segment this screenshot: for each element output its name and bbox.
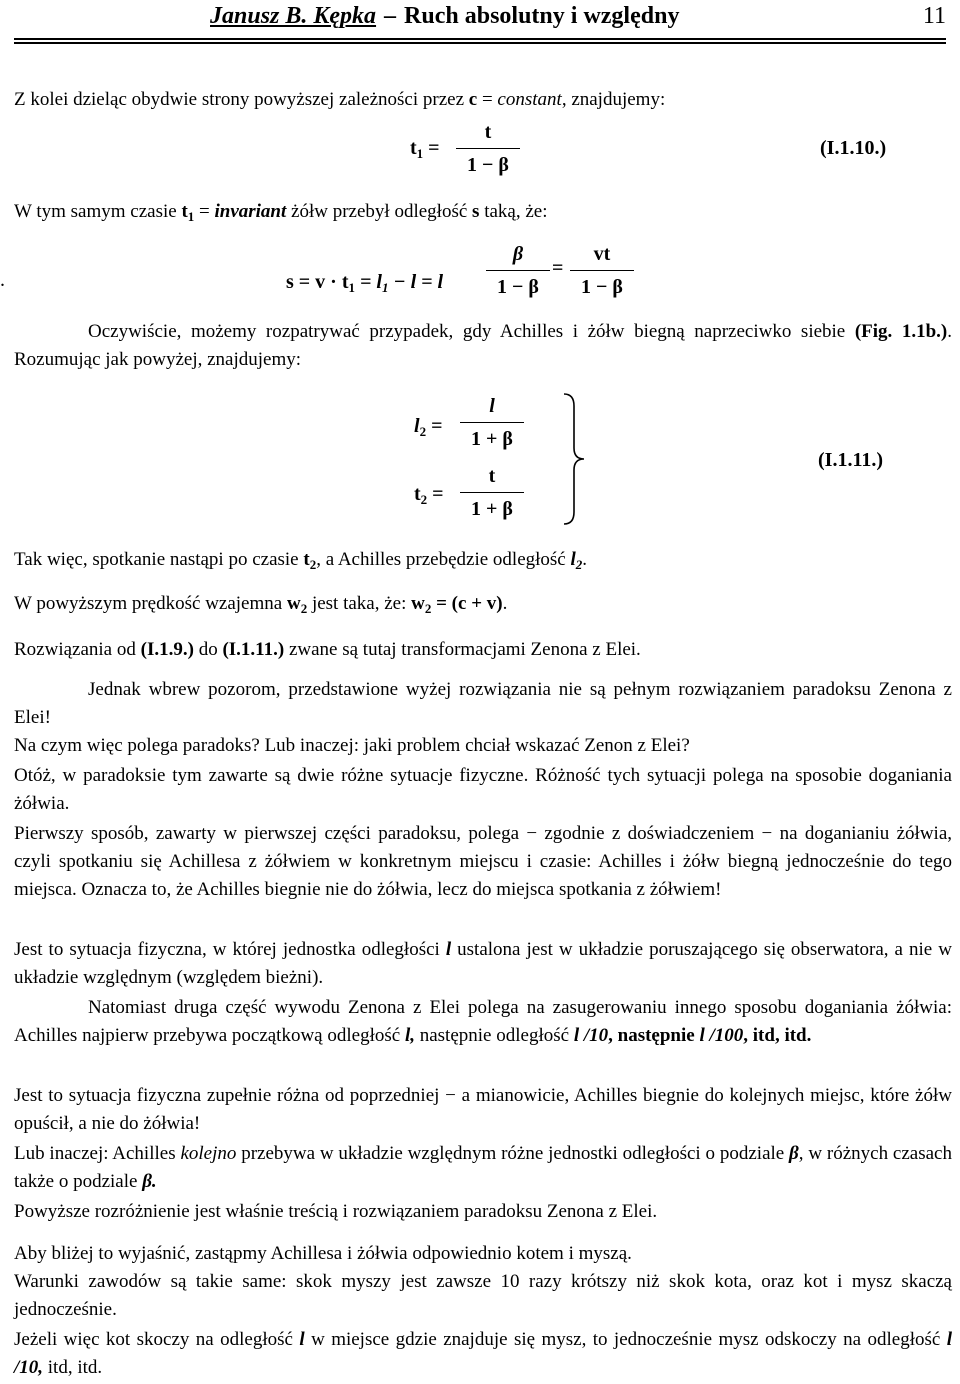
eq-l2 (414, 412, 442, 440)
text: . (502, 593, 508, 614)
paragraph-however: Jednak wbrew pozorom, przedstawione wyżej rozwiązania nie są pełnym rozwiązaniem paradoksu Zenona z Elei! (14, 679, 952, 728)
eq-w2 (411, 593, 502, 614)
paragraph-distinction: Powyższe rozróżnienie jest właśnie treścią i rozwiązaniem paradoksu Zenona z Elei. (14, 1201, 658, 1222)
subscript: 2 (575, 557, 583, 572)
header-rule (14, 38, 946, 44)
denominator: 1 + β (471, 498, 513, 520)
text: , itd, itd. (743, 1025, 812, 1046)
equals-sign: = (428, 137, 440, 159)
paragraph-unit-fixed (14, 936, 952, 992)
paragraph-second-method (14, 994, 952, 1050)
eq-fraction-l (460, 392, 524, 453)
subscript: 1 (416, 146, 424, 161)
text: następnie odległość (414, 1025, 574, 1046)
text: Z kolei dzieląc obydwie strony powyższej zależności przez (14, 89, 469, 110)
equation-label: (I.1.10.) (820, 137, 887, 159)
numerator: t (488, 465, 496, 487)
denominator: 1 − β (497, 276, 539, 298)
page-header (0, 0, 960, 44)
math-c: c (468, 89, 478, 110)
var-beta: β (789, 1143, 799, 1164)
mid-text: = l (360, 271, 382, 293)
equals-sign: = (431, 415, 443, 437)
var: t (303, 549, 310, 570)
term-constant: constant (497, 89, 562, 110)
fraction-bar (456, 148, 520, 149)
var-t: t (410, 137, 417, 159)
term-invariant: invariant (214, 201, 287, 222)
page-number: 11 (922, 3, 946, 29)
var-w2 (287, 593, 307, 614)
paragraph-invariant (14, 198, 952, 226)
paragraph-opposite (14, 318, 952, 374)
text: W tym samym czasie (14, 201, 182, 222)
math-l-10: l /10, (14, 1329, 952, 1378)
text: jest taka, że: (307, 593, 412, 614)
paragraph-first-method: Pierwszy sposób, zawarty w pierwszej części paradoksu, polega − zgodnie z doświadczeniem − na doganianiu żółwia, czyli spotkaniu się Achillesa z żółwiem w konkretnym miejscu i czasie: Achilles i żółw biegną jednocześnie do tego miejsca. Oznacza to, że Achilles biegnie nie do żółwia, lecz do miejsca spotkania z żółwiem! (14, 823, 952, 900)
text: Rozwiązania od (14, 639, 141, 660)
term-kolejno: kolejno (180, 1143, 237, 1164)
text: , znajdujemy: (561, 89, 666, 110)
text: , w różnych czasach także o podziale (14, 1143, 952, 1192)
var: l (570, 549, 576, 570)
eq-fraction (456, 118, 520, 179)
var: w (411, 593, 425, 614)
equals-sign: = (432, 483, 444, 505)
equals-sign: = (552, 257, 564, 279)
subscript: 2 (309, 557, 317, 572)
var-beta: β. (142, 1171, 157, 1192)
text: Tak więc, spotkanie nastąpi po czasie (14, 549, 304, 570)
var-l: l (445, 939, 452, 960)
paragraph-two-situations: Otóż, w paradoksie tym zawarte są dwie różne sytuacje fizyczne. Różność tych sytuacji polega na sposobie doganiania żółwia. (14, 765, 952, 814)
paragraph-meeting (14, 546, 952, 574)
denominator: 1 − β (581, 276, 623, 298)
text: itd, itd. (43, 1357, 103, 1378)
paragraph-cat-mouse: Aby bliżej to wyjaśnić, zastąpmy Achillesa i żółwia odpowiednio kotem i myszą. (14, 1243, 632, 1264)
paragraph-relative-speed (14, 590, 952, 618)
subscript: 2 (300, 601, 308, 616)
eq-fraction-vt (570, 240, 634, 301)
eq-ref: (I.1.11.) (222, 639, 285, 660)
right-brace-icon (560, 392, 590, 526)
var-l2 (571, 549, 583, 570)
text: = (477, 89, 498, 110)
paragraph-cat-jumps (14, 1326, 952, 1382)
text: Oczywiście, możemy rozpatrywać przypadek, gdy Achilles i żółw biegną naprzeciwko siebie (88, 321, 855, 342)
text: Jest to sytuacja fizyczna, w której jednostka odległości (14, 939, 446, 960)
mid2: − l = l (393, 271, 444, 293)
text: , a Achilles przebędzie odległość (316, 549, 571, 570)
fraction-bar (460, 492, 524, 493)
title-dash: – (384, 3, 397, 29)
paragraph-successively (14, 1140, 952, 1196)
text: zwane są tutaj transformacjami Zenona z Elei. (284, 639, 641, 660)
chapter-title: Ruch absolutny i względny (404, 3, 680, 29)
paragraph-question: Na czym więc polega paradoks? Lub inaczej: jaki problem chciał wskazać Zenon z Elei? (14, 735, 690, 756)
var-l: l (414, 415, 420, 437)
subscript: 2 (420, 492, 428, 507)
fraction-bar (486, 270, 550, 271)
eq-ref: (I.1.9.) (140, 639, 194, 660)
subscript: 2 (424, 601, 432, 616)
text: . Rozumując jak powyżej, znajdujemy: (14, 321, 952, 370)
paragraph-conditions: Warunki zawodów są takie same: skok myszy jest zawsze 10 razy krótszy niż skok kota, oraz kot i mysz skaczą jednocześnie. (14, 1271, 952, 1320)
var: t (181, 201, 188, 222)
text: ustalona jest w układzie poruszającego się obserwatora, a nie w układzie względnym (względem bieżni). (14, 939, 952, 988)
text: W powyższym prędkość wzajemna (14, 593, 287, 614)
text: Jeżeli więc kot skoczy na odległość (14, 1329, 300, 1350)
numerator: β (512, 243, 524, 265)
eq-lhs (286, 268, 443, 296)
numerator: t (484, 121, 492, 143)
subscript: 1 (187, 209, 195, 224)
subscript: 1 (348, 280, 356, 295)
numerator: l (489, 395, 495, 417)
text: do (193, 639, 223, 660)
fraction-bar (460, 422, 524, 423)
denominator: 1 − β (467, 154, 509, 176)
var-s: s (472, 201, 480, 222)
numerator: vt (593, 243, 611, 265)
paragraph-different: Jest to sytuacja fizyczna zupełnie różna od poprzedniej − a mianowicie, Achilles biegnie do kolejnych miejsc, które żółw opuścił, a nie do żółwia! (14, 1085, 952, 1134)
eq-lhs (410, 134, 440, 162)
math-l-10: l /10 (573, 1025, 609, 1046)
denominator: 1 + β (471, 428, 513, 450)
subscript: 1 (381, 280, 389, 295)
subscript: 2 (419, 424, 427, 439)
var-t: t (414, 483, 421, 505)
mid (360, 271, 388, 293)
running-title (210, 2, 679, 30)
text: Lub inaczej: Achilles (14, 1143, 181, 1164)
fraction-bar (570, 270, 634, 271)
eq-fraction-beta (486, 240, 550, 301)
author-name: Janusz B. Kępka (210, 3, 377, 29)
text: Natomiast druga część wywodu Zenona z Elei polega na zasugerowaniu innego sposobu doganiania żółwia: Achilles najpierw przebywa początkową odległość (14, 997, 952, 1046)
var-t2 (303, 549, 316, 570)
var-l: l, (404, 1025, 415, 1046)
text: przebywa w układzie względnym różne jednostki odległości o podziale (236, 1143, 790, 1164)
lhs: s = v · t (286, 271, 349, 293)
var-t1 (181, 201, 194, 222)
text: . (582, 549, 588, 570)
text: , następnie (608, 1025, 700, 1046)
text: w miejsce gdzie znajduje się mysz, to jednocześnie mysz odskoczy na odległość (304, 1329, 947, 1350)
text: taką, że: (479, 201, 548, 222)
paragraph-transformations (14, 636, 952, 664)
figure-ref: (Fig. 1.1b.) (854, 321, 948, 342)
text: żółw przebył odległość (286, 201, 473, 222)
stray-dot: . (0, 269, 5, 291)
eq-t2 (414, 480, 444, 508)
var-l: l (299, 1329, 305, 1350)
paragraph-intro (14, 86, 952, 114)
eq-fraction-t (460, 462, 524, 523)
text: = (194, 201, 215, 222)
var: w (286, 593, 301, 614)
rhs: = (c + v) (431, 593, 503, 614)
math-l-100: l /100 (699, 1025, 744, 1046)
equation-label: (I.1.11.) (818, 449, 883, 471)
